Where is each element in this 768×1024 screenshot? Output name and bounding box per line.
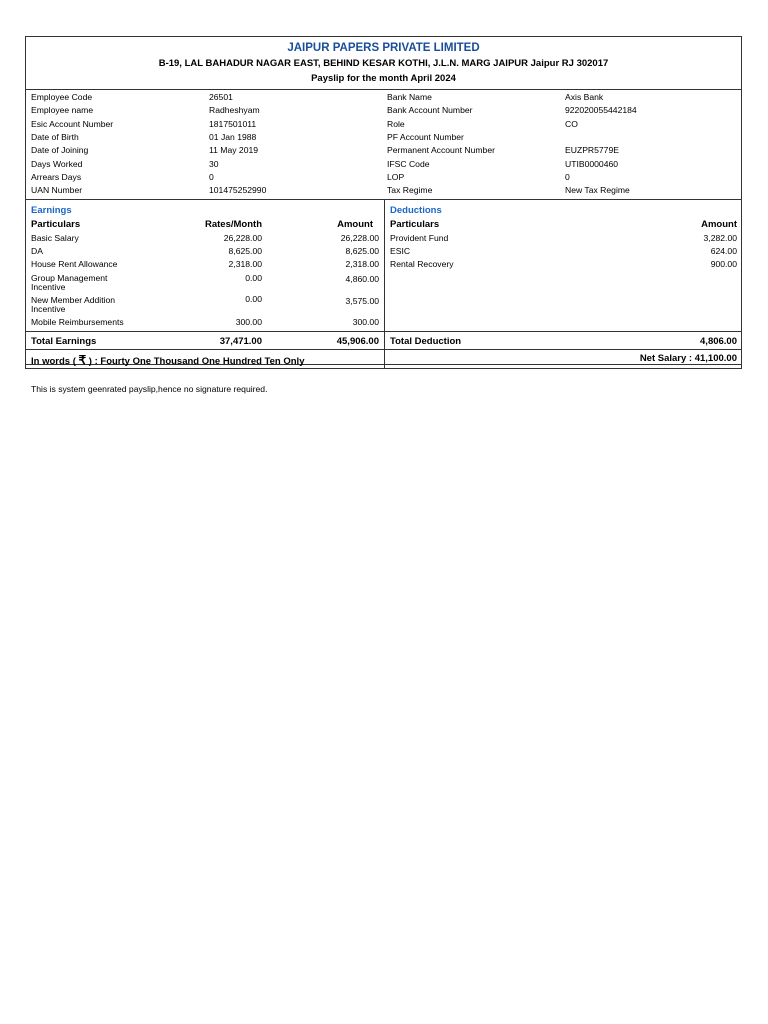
detail-label: IFSC Code bbox=[387, 159, 430, 169]
deduction-amount: 3,282.00 bbox=[703, 233, 737, 243]
detail-label: Role bbox=[387, 119, 405, 129]
earning-amount: 2,318.00 bbox=[345, 259, 379, 269]
earning-rate: 300.00 bbox=[235, 317, 262, 327]
earnings-col-particulars: Particulars bbox=[31, 219, 81, 230]
detail-value: 11 May 2019 bbox=[209, 145, 259, 155]
detail-label: Arrears Days bbox=[31, 172, 82, 182]
company-address: B-19, LAL BAHADUR NAGAR EAST, BEHIND KESAR KOTHI, J.L.N. MARG JAIPUR Jaipur RJ 302017 bbox=[158, 58, 609, 69]
earning-name: DA bbox=[31, 246, 43, 256]
earning-name: Basic Salary bbox=[31, 233, 79, 243]
amount-in-words bbox=[31, 353, 304, 367]
earning-amount: 300.00 bbox=[352, 317, 379, 327]
detail-value: 1817501011 bbox=[209, 119, 257, 129]
detail-value: Radheshyam bbox=[209, 105, 260, 115]
detail-label: Esic Account Number bbox=[31, 119, 114, 129]
earning-name: Mobile Reimbursements bbox=[31, 317, 124, 327]
rupee-icon: ₹ bbox=[78, 353, 87, 367]
earning-amount: 8,625.00 bbox=[345, 246, 379, 256]
deduction-name: Provident Fund bbox=[390, 233, 449, 243]
earning-rate: 8,625.00 bbox=[228, 246, 262, 256]
detail-label: Date of Birth bbox=[31, 132, 79, 142]
earnings-col-amount: Amount bbox=[337, 219, 373, 230]
deductions-col-amount: Amount bbox=[701, 219, 737, 230]
earning-amount: 4,860.00 bbox=[345, 274, 379, 284]
detail-value: 101475252990 bbox=[209, 185, 267, 195]
detail-value: CO bbox=[565, 119, 578, 129]
deductions-col-particulars: Particulars bbox=[390, 219, 440, 230]
detail-value: 26501 bbox=[209, 92, 233, 102]
detail-label: PF Account Number bbox=[387, 132, 464, 142]
earning-rate: 26,228.00 bbox=[223, 233, 262, 243]
system-note: This is system geenrated payslip,hence no signature required. bbox=[31, 384, 268, 394]
deduction-name: Rental Recovery bbox=[390, 259, 454, 269]
earning-rate: 0.00 bbox=[245, 273, 262, 283]
words-text: ) : Fourty One Thousand One Hundred Ten Only bbox=[88, 356, 305, 367]
detail-value: 01 Jan 1988 bbox=[209, 132, 257, 142]
payslip-period: Payslip for the month April 2024 bbox=[311, 73, 456, 84]
earnings-title: Earnings bbox=[31, 205, 72, 216]
detail-value: 30 bbox=[209, 159, 219, 169]
earning-name: Group Management Incentive bbox=[31, 273, 108, 292]
earning-rate: 2,318.00 bbox=[228, 259, 262, 269]
detail-value: UTIB0000460 bbox=[565, 159, 619, 169]
detail-label: Permanent Account Number bbox=[387, 145, 495, 155]
words-prefix: In words ( bbox=[31, 356, 76, 367]
payslip bbox=[25, 36, 742, 369]
earning-name: House Rent Allowance bbox=[31, 259, 118, 269]
deduction-name: ESIC bbox=[390, 246, 411, 256]
total-earnings-rate: 37,471.00 bbox=[219, 336, 262, 347]
detail-label: UAN Number bbox=[31, 185, 83, 195]
detail-label: LOP bbox=[387, 172, 405, 182]
detail-label: Bank Account Number bbox=[387, 105, 473, 115]
earning-name: New Member Addition Incentive bbox=[31, 295, 116, 314]
total-earnings-label: Total Earnings bbox=[31, 336, 97, 347]
deduction-amount: 624.00 bbox=[710, 246, 737, 256]
deduction-amount: 900.00 bbox=[710, 259, 737, 269]
detail-label: Employee name bbox=[31, 105, 94, 115]
column-divider bbox=[384, 199, 385, 368]
payslip-header bbox=[26, 37, 741, 90]
detail-value: EUZPR5779E bbox=[565, 145, 619, 155]
total-deduction-label: Total Deduction bbox=[390, 336, 462, 347]
detail-value: 922020055442184 bbox=[565, 105, 637, 115]
detail-label: Bank Name bbox=[387, 92, 432, 102]
earnings-col-rate: Rates/Month bbox=[205, 219, 262, 230]
net-salary: Net Salary : 41,100.00 bbox=[639, 353, 737, 364]
detail-label: Tax Regime bbox=[387, 185, 433, 195]
earning-amount: 26,228.00 bbox=[340, 233, 379, 243]
company-name: JAIPUR PAPERS PRIVATE LIMITED bbox=[287, 42, 480, 54]
detail-label: Date of Joining bbox=[31, 145, 89, 155]
deductions-title: Deductions bbox=[390, 205, 442, 216]
detail-value: Axis Bank bbox=[565, 92, 604, 102]
detail-value: New Tax Regime bbox=[565, 185, 630, 195]
detail-value: 0 bbox=[565, 172, 570, 182]
total-earnings-amount: 45,906.00 bbox=[336, 336, 379, 347]
earning-amount: 3,575.00 bbox=[345, 296, 379, 306]
detail-label: Employee Code bbox=[31, 92, 93, 102]
total-deduction-amount: 4,806.00 bbox=[700, 336, 737, 347]
detail-value: 0 bbox=[209, 172, 214, 182]
earning-rate: 0.00 bbox=[245, 294, 262, 304]
detail-label: Days Worked bbox=[31, 159, 83, 169]
